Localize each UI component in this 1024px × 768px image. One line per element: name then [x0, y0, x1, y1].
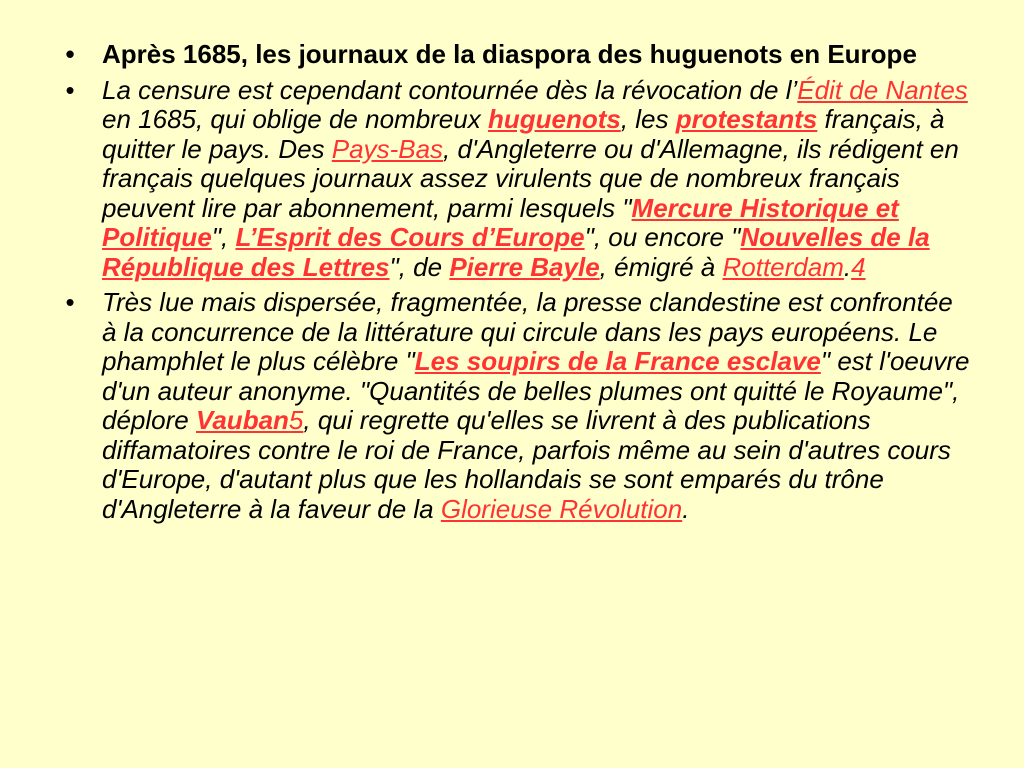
link-rotterdam[interactable]: Rotterdam [722, 251, 844, 282]
bullet-item-3 [60, 288, 970, 524]
bullet-2-text-4: français, à quitter le pays. Des [102, 104, 945, 164]
bullet-item-1 [60, 40, 970, 70]
link-footnote-4[interactable]: 4 [851, 251, 866, 282]
link-mercure-historique[interactable]: Mercure Historique et Politique [102, 192, 899, 252]
link-pays-bas[interactable]: Pays-Bas [331, 133, 444, 164]
link-glorieuse-revolution[interactable]: Glorieuse Révolution [440, 493, 683, 524]
link-vauban[interactable]: Vauban [195, 405, 289, 435]
bullet-2-text-6: ", [211, 222, 236, 252]
link-huguenots[interactable]: huguenots [487, 104, 621, 134]
bullet-3-text-4: . [682, 493, 690, 524]
link-soupirs-france-esclave[interactable]: Les soupirs de la France esclave [414, 346, 821, 376]
bullet-2-text-1: La censure est cependant contournée dès la révocation de l’ [102, 74, 798, 105]
bullet-dot-icon: • [65, 287, 75, 317]
link-footnote-5[interactable]: 5 [288, 405, 304, 435]
bullet-3-text-1: Très lue mais dispersée, fragmentée, la presse clandestine est confrontée à la concurrence de la littérature qui circule dans les pays européens. Le phamphlet le plus célèbre " [102, 287, 953, 376]
link-esprit-des-cours[interactable]: L’Esprit des Cours d’Europe [235, 222, 585, 252]
bullet-1-text: Après 1685, les journaux de la diaspora des huguenots en Europe [102, 39, 917, 69]
bullet-3-text-3: , qui regrette qu'elles se livrent à des publications diffamatoires contre le roi de France, parfois même au sein d'autres cours d'Europe, d'autant plus que les hollandais se sont emparés du trône d'Angleterre à la faveur de la [102, 405, 951, 524]
bullet-item-2 [60, 76, 970, 283]
link-edit-de-nantes[interactable]: Édit de Nantes [797, 74, 968, 105]
link-pierre-bayle[interactable]: Pierre Bayle [449, 251, 600, 282]
bullet-3-text-2: " est l'oeuvre d'un auteur anonyme. "Quantités de belles plumes ont quitté le Royaume", déplore [102, 346, 970, 435]
bullet-2-text-2: en 1685, qui oblige de nombreux [102, 104, 488, 134]
link-protestants[interactable]: protestants [675, 104, 818, 134]
bullet-2-text-5: , d'Angleterre ou d'Allemagne, ils rédigent en français quelques journaux assez virulents que de nombreux français peuvent lire par abonnement, parmi lesquels " [102, 133, 959, 223]
bullet-2-text-7: ", ou encore " [584, 222, 741, 252]
link-nouvelles-republique[interactable]: Nouvelles de la République des Lettres [102, 222, 930, 282]
bullet-2-text-9: , émigré à [599, 251, 723, 282]
bullet-2-text-3: , les [620, 104, 676, 134]
bullet-2-text-8: ", de [389, 251, 450, 282]
bullet-2-text-10: . [843, 251, 852, 282]
bullet-list [60, 40, 970, 530]
bullet-dot-icon: • [65, 39, 75, 69]
bullet-dot-icon: • [65, 74, 75, 105]
